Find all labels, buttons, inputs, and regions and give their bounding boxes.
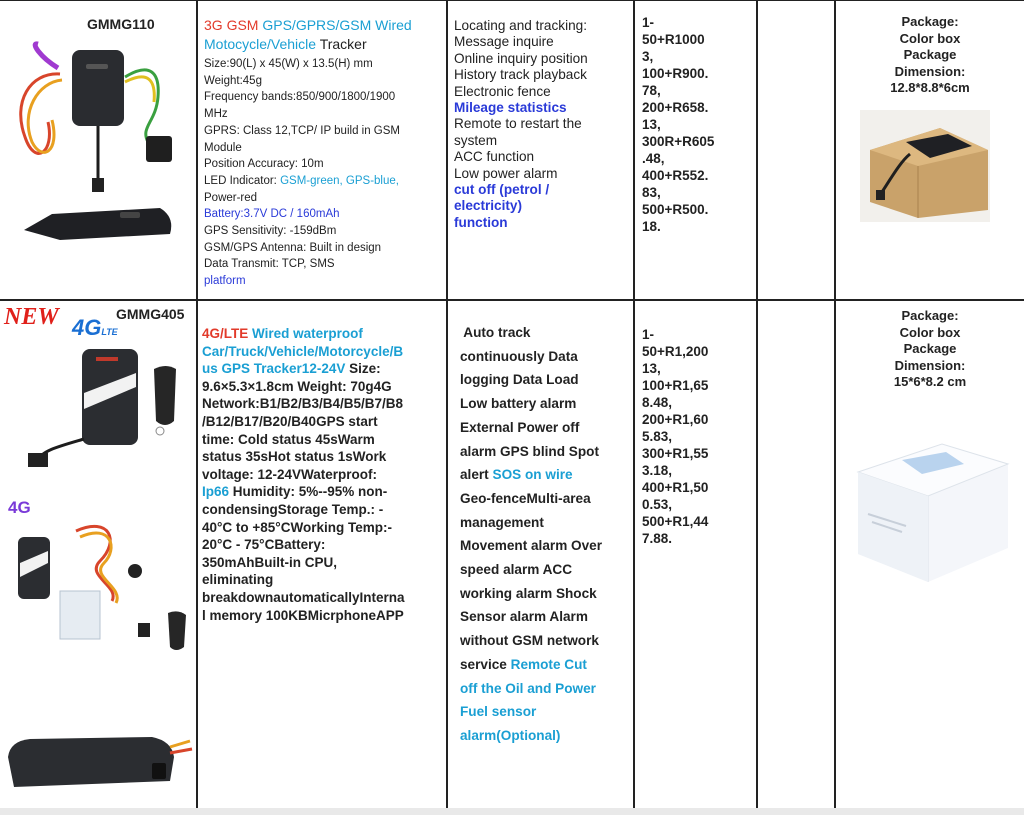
price-line: 200+R658.	[642, 100, 709, 115]
spec-line: GPRS: Class 12,TCP/ IP build in GSM	[204, 124, 400, 137]
spec-line-text: Humidity: 5%--95% non-	[229, 484, 388, 500]
package-line: Dimension:	[894, 357, 966, 373]
device-product-image	[0, 2, 196, 299]
feature-item: External Power off	[460, 419, 580, 435]
feature-item: logging Data Load	[460, 372, 579, 388]
spec-line: MHz	[204, 108, 228, 121]
row-2-features-cell	[460, 321, 632, 805]
package-line: Package:	[901, 14, 959, 29]
feature-item	[460, 463, 632, 487]
feature-item: ACC function	[454, 149, 535, 165]
price-line: 7.88.	[642, 531, 673, 546]
row-2-spec-cell	[202, 325, 444, 805]
spec-line: voltage: 12-24VWaterproof:	[202, 466, 378, 482]
feature-cutoff: function	[454, 214, 508, 230]
package-line: Package	[903, 47, 957, 62]
column-divider	[446, 0, 448, 808]
spec-line-highlight: Ip66	[202, 484, 230, 500]
price-line: 200+R1,60	[642, 412, 709, 427]
price-line: 100+R900.	[642, 66, 709, 81]
feature-cutoff: cut off (petrol /	[454, 182, 550, 198]
feature-item: speed alarm ACC	[460, 562, 573, 578]
spec-led-indicator	[204, 173, 444, 190]
price-line: 500+R1,44	[642, 514, 709, 529]
row-1-spec-cell	[204, 16, 444, 298]
spec-title-type: GPS/GPRS/GSM Wired	[262, 17, 412, 33]
price-line: 50+R1,200	[642, 344, 709, 359]
spec-line: Network:B1/B2/B3/B4/B5/B7/B8	[202, 396, 404, 412]
spec-title-line2	[204, 35, 444, 54]
spec-platform: platform	[204, 275, 246, 288]
package-line: Dimension:	[894, 63, 966, 79]
spec-line: condensingStorage Temp.: -	[202, 501, 384, 517]
new-badge: NEW	[4, 304, 59, 330]
spec-title	[204, 16, 444, 35]
spec-line: Data Transmit: TCP, SMS	[204, 258, 335, 271]
feature-highlight: SOS on wire	[492, 467, 573, 483]
row-2-image-cell	[0, 301, 196, 808]
spec-line: time: Cold status 45sWarm	[202, 431, 375, 447]
price-line: 83,	[642, 185, 661, 200]
price-line: 100+R1,65	[642, 378, 709, 393]
feature-item: without GSM network	[460, 633, 599, 649]
lte-4g-label: 4G	[72, 315, 102, 340]
feature-item: Electronic fence	[454, 83, 551, 99]
feature-item: management	[460, 514, 544, 530]
package-line: Package:	[901, 308, 959, 323]
price-line: 0.53,	[642, 497, 673, 512]
feature-item: Low power alarm	[454, 165, 558, 181]
feature-text: service	[460, 656, 511, 672]
feature-item	[460, 653, 632, 677]
spec-network: 4G/LTE	[202, 326, 249, 341]
package-line: 15*6*8.2 cm	[893, 374, 967, 389]
price-line: 3.18,	[642, 463, 673, 478]
spec-line: Module	[204, 141, 242, 154]
spec-line-highlight: Car/Truck/Vehicle/Motorcycle/B	[202, 343, 404, 359]
spec-title-vehicle: Motocycle/Vehicle	[204, 36, 317, 52]
model-name: GMMG405	[116, 306, 185, 322]
row-1-price-cell	[642, 14, 754, 298]
price-line: 18.	[642, 219, 661, 234]
package-line: Color box	[899, 324, 961, 340]
feature-item: working alarm Shock	[460, 585, 597, 601]
column-divider	[196, 0, 198, 808]
column-divider	[633, 0, 635, 808]
spec-line-text: Size:	[345, 361, 381, 377]
package-box-image	[846, 430, 1014, 590]
spec-line: 20°C - 75°CBattery:	[202, 537, 326, 553]
spec-title-tracker: Tracker	[316, 36, 367, 52]
row-1-blank-cell	[758, 2, 834, 299]
row-2-price-cell	[642, 326, 754, 806]
price-line: 13,	[642, 361, 661, 376]
spec-line: /B12/B17/B20/B40GPS start	[202, 413, 378, 429]
feature-item: alarm(Optional)	[460, 727, 561, 743]
spec-line	[202, 360, 444, 378]
model-name: GMMG110	[87, 16, 155, 32]
price-line: 300+R1,55	[642, 446, 709, 461]
feature-item: Fuel sensor	[460, 704, 537, 720]
price-line: 8.48,	[642, 395, 673, 410]
price-line: 50+R1000	[642, 32, 705, 47]
spec-line: l memory 100KBMicrphoneAPP	[202, 607, 404, 623]
feature-item: alarm GPS blind Spot	[460, 443, 599, 459]
feature-text: alert	[460, 467, 493, 483]
feature-item: off the Oil and Power	[460, 680, 596, 696]
price-line: 400+R552.	[642, 168, 709, 183]
lte-label: LTE	[101, 327, 118, 337]
device-product-image	[0, 301, 196, 808]
feature-mileage: Mileage statistics	[454, 100, 567, 116]
feature-item: Remote to restart the	[454, 116, 582, 132]
feature-item: Online inquiry position	[454, 50, 588, 66]
feature-text: Auto track	[460, 325, 531, 340]
spec-led-label: LED Indicator:	[204, 174, 281, 187]
spec-line-highlight: Wired waterproof	[252, 326, 363, 341]
feature-item: Sensor alarm Alarm	[460, 609, 588, 625]
price-line: 1-	[642, 327, 655, 342]
price-line: 5.83,	[642, 429, 673, 444]
spec-line	[202, 343, 444, 361]
feature-item: Low battery alarm	[460, 396, 577, 412]
price-line: .48,	[642, 151, 665, 166]
spec-line: Weight:45g	[204, 74, 262, 87]
package-line: Color box	[899, 30, 961, 46]
spec-line: GPS Sensitivity: -159dBm	[204, 225, 337, 238]
spec-line	[202, 483, 444, 501]
row-top-border	[0, 0, 1024, 1]
row-1-features-cell	[454, 18, 632, 298]
spec-line: GSM/GPS Antenna: Built in design	[204, 241, 382, 254]
price-line: 3,	[642, 49, 654, 64]
feature-item: Movement alarm Over	[460, 538, 603, 554]
spec-line: 350mAhBuilt-in CPU,	[202, 554, 338, 570]
price-line: 13,	[642, 117, 661, 132]
price-line: 500+R500.	[642, 202, 709, 217]
feature-item: continuously Data	[460, 348, 578, 364]
row-1-image-cell	[0, 2, 196, 299]
feature-highlight: Remote Cut	[510, 656, 587, 672]
feature-item: History track playback	[454, 67, 587, 83]
price-line: 300R+R605	[642, 134, 715, 149]
spec-battery: Battery:3.7V DC / 160mAh	[204, 208, 340, 221]
price-line: 78,	[642, 83, 661, 98]
spec-line: Power-red	[204, 191, 258, 204]
spec-led-value: GSM-green, GPS-blue,	[280, 174, 399, 187]
spec-line-highlight: us GPS Tracker12-24V	[202, 361, 346, 377]
feature-item: Locating and tracking:	[454, 18, 588, 33]
spec-line: status 35sHot status 1sWork	[202, 449, 387, 465]
spec-line: Size:90(L) x 45(W) x 13.5(H) mm	[204, 58, 373, 70]
row-2-package-cell	[836, 308, 1024, 806]
price-line: 1-	[642, 15, 655, 30]
package-box-image	[860, 110, 990, 222]
spec-line: Position Accuracy: 10m	[204, 158, 324, 171]
package-line: 12.8*8.8*6cm	[890, 80, 970, 95]
feature-item: system	[454, 132, 498, 148]
price-line: 400+R1,50	[642, 480, 709, 495]
bottom-strip	[0, 808, 1024, 815]
row-1-package-cell	[836, 14, 1024, 298]
spec-line: 9.6×5.3×1.8cm Weight: 70g4G	[202, 378, 392, 394]
spec-line	[202, 325, 444, 343]
feature-cutoff: electricity)	[454, 198, 523, 214]
package-line: Package	[903, 341, 957, 356]
4g-label: 4G	[8, 498, 31, 517]
row-2-blank-cell	[758, 301, 834, 808]
feature-item	[460, 321, 632, 345]
spec-line: 40°C to +85°CWorking Temp:-	[202, 519, 392, 535]
spec-title-network: 3G GSM	[204, 17, 259, 33]
feature-item: Message inquire	[454, 34, 554, 50]
spec-line: eliminating	[202, 572, 274, 588]
spec-line: Frequency bands:850/900/1800/1900	[204, 91, 396, 104]
spec-line: breakdownautomaticallyInterna	[202, 589, 405, 605]
feature-item: Geo-fenceMulti-area	[460, 490, 591, 506]
